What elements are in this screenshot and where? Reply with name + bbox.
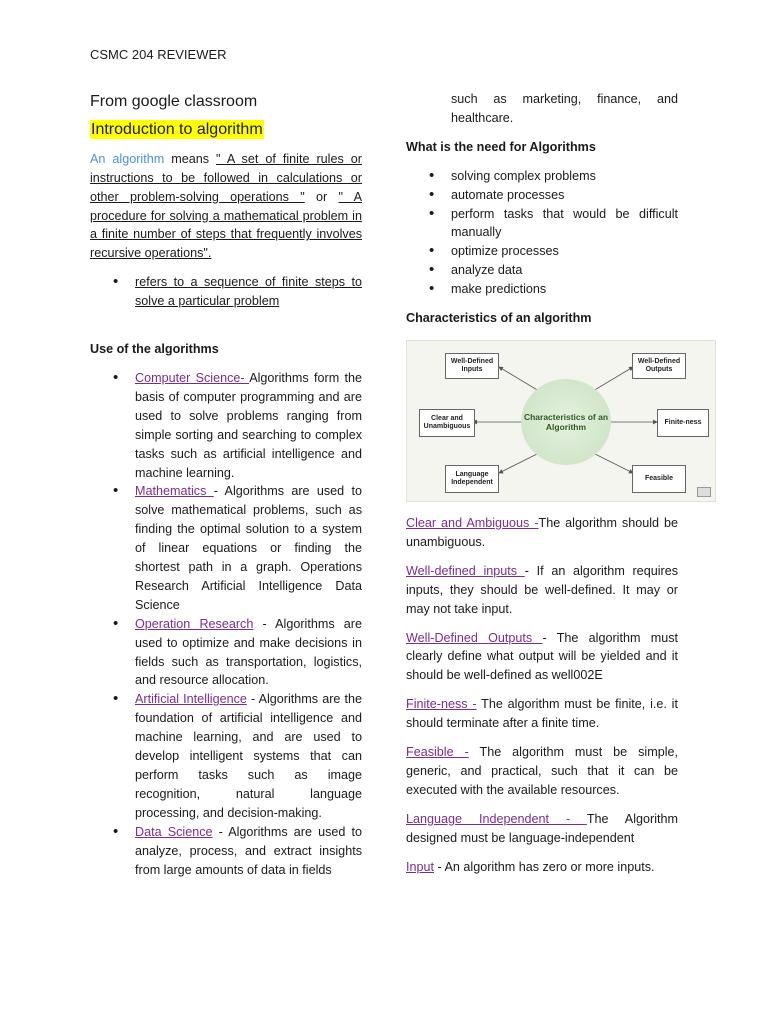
list-item <box>90 823 362 880</box>
def-text: - The algorithm must clearly define what output will be yielded and it should be well-defined as well002E <box>406 630 679 683</box>
heading-use-of-algorithms: Use of the algorithms <box>90 342 219 357</box>
link-language-independent[interactable]: Language Independent - <box>406 811 587 826</box>
item-text: - Algorithms are used to optimize and make decisions in fields such as transportation, logistics, and resource allocation. <box>135 616 362 688</box>
list-item: • analyze data <box>406 261 678 280</box>
list-item <box>90 273 362 311</box>
def-text: The algorithm must be finite, i.e. it should terminate after a finite time. <box>406 697 678 731</box>
heading-need-for-algorithms: What is the need for Algorithms <box>406 139 596 154</box>
def-text: The algorithm should be unambiguous. <box>406 515 678 549</box>
definition-inputs <box>406 562 678 619</box>
list-item: • make predictions <box>406 280 678 299</box>
characteristics-diagram <box>406 340 716 502</box>
arrow-to-feasible <box>593 453 633 473</box>
link-operation-research[interactable]: Operation Research <box>135 616 254 631</box>
definition-feasible <box>406 743 678 800</box>
definition-input <box>406 858 678 877</box>
arrow-to-outputs <box>593 367 633 391</box>
def-text: - An algorithm has zero or more inputs. <box>434 859 655 874</box>
definition-quote-1: " A set of finite rules or instructions to be followed in calculations or other problem-solving operations " <box>90 151 362 204</box>
list-item: • perform tasks that would be difficult manually <box>406 205 678 243</box>
term-an-algorithm: An algorithm <box>90 151 165 166</box>
heading-introduction <box>90 121 362 140</box>
box-well-defined-inputs: Well-Defined Inputs <box>445 353 499 379</box>
right-column <box>406 90 702 876</box>
needs-list <box>406 167 678 299</box>
list-item: • optimize processes <box>406 242 678 261</box>
intro-or: or <box>304 189 339 204</box>
document-header: CSMC 204 REVIEWER <box>90 47 227 62</box>
definition-finiteness <box>406 695 678 733</box>
item-text: Algorithms form the basis of computer programming and are used to solve problems ranging from simple sorting and searching to complex tasks such as artificial intelligence and machine learning. <box>135 370 362 480</box>
item-text: - Algorithms are used to analyze, process, and extract insights from large amounts of data in fields <box>135 824 363 877</box>
uses-list <box>90 369 362 879</box>
def-text: The Algorithm designed must be language-independent <box>406 811 678 845</box>
list-item <box>90 690 362 822</box>
definition-quote-2: " A procedure for solving a mathematical problem in a finite number of steps that frequently involves recursive operations". <box>90 189 362 261</box>
intro-paragraph <box>90 150 362 263</box>
continuation-text: such as marketing, finance, and healthcare. <box>451 92 678 125</box>
link-mathematics[interactable]: Mathematics <box>135 484 214 499</box>
link-well-defined-inputs[interactable]: Well-defined inputs <box>406 563 525 578</box>
left-column <box>90 90 362 879</box>
intro-means: means <box>164 151 217 166</box>
list-item: • solving complex problems <box>406 167 678 186</box>
heading-characteristics: Characteristics of an algorithm <box>406 311 592 326</box>
definition-outputs <box>406 629 678 686</box>
link-finiteness[interactable]: Finite-ness - <box>406 697 477 712</box>
box-clear-unambiguous: Clear and Unambiguous <box>419 409 475 437</box>
box-language-independent: Language Independent <box>445 465 499 493</box>
box-finiteness: Finite-ness <box>657 409 709 437</box>
def-text: The algorithm must be simple, generic, and practical, such that it can be executed with the available resources. <box>406 745 679 797</box>
highlighted-heading-text: Introduction to algorithm <box>91 120 263 138</box>
list-item: • automate processes <box>406 186 678 205</box>
link-artificial-intelligence[interactable]: Artificial Intelligence <box>135 692 247 707</box>
link-data-science[interactable]: Data Science <box>135 824 213 839</box>
definition-clear <box>406 514 678 552</box>
link-well-defined-outputs[interactable]: Well-Defined Outputs <box>406 630 543 645</box>
arrow-to-language <box>499 453 539 473</box>
image-handle[interactable] <box>697 487 711 497</box>
item-text: - Algorithms are the foundation of artificial intelligence and machine learning, and are used to develop intelligent systems that can perform tasks such as image recognition, natural language processing, and decision-making. <box>135 692 362 820</box>
bullet-text: refers to a sequence of finite steps to solve a particular problem <box>135 275 362 309</box>
link-clear-ambiguous[interactable]: Clear and Ambiguous - <box>406 515 539 530</box>
section-title-from-google: From google classroom <box>90 93 258 110</box>
list-item <box>90 369 362 482</box>
list-item <box>90 615 362 691</box>
center-characteristics: Characteristics of an Algorithm <box>521 379 611 465</box>
list-item <box>90 482 362 614</box>
box-feasible: Feasible <box>632 465 686 493</box>
item-text: - Algorithms are used to solve mathematical problems, such as finding the optimal solution to a system of linear equations or finding the shortest path in a graph. Operations Research Artificial Intelligence Data Science <box>135 484 363 612</box>
def-text: - If an algorithm requires inputs, they should be well-defined. It may or may not take input. <box>406 563 678 616</box>
link-feasible[interactable]: Feasible - <box>406 745 469 760</box>
arrow-to-inputs <box>499 367 539 391</box>
box-well-defined-outputs: Well-Defined Outputs <box>632 353 686 379</box>
link-computer-science[interactable]: Computer Science- <box>135 370 250 385</box>
link-input[interactable]: Input <box>406 859 435 874</box>
intro-bullet-list <box>90 273 362 311</box>
definition-language <box>406 810 678 848</box>
